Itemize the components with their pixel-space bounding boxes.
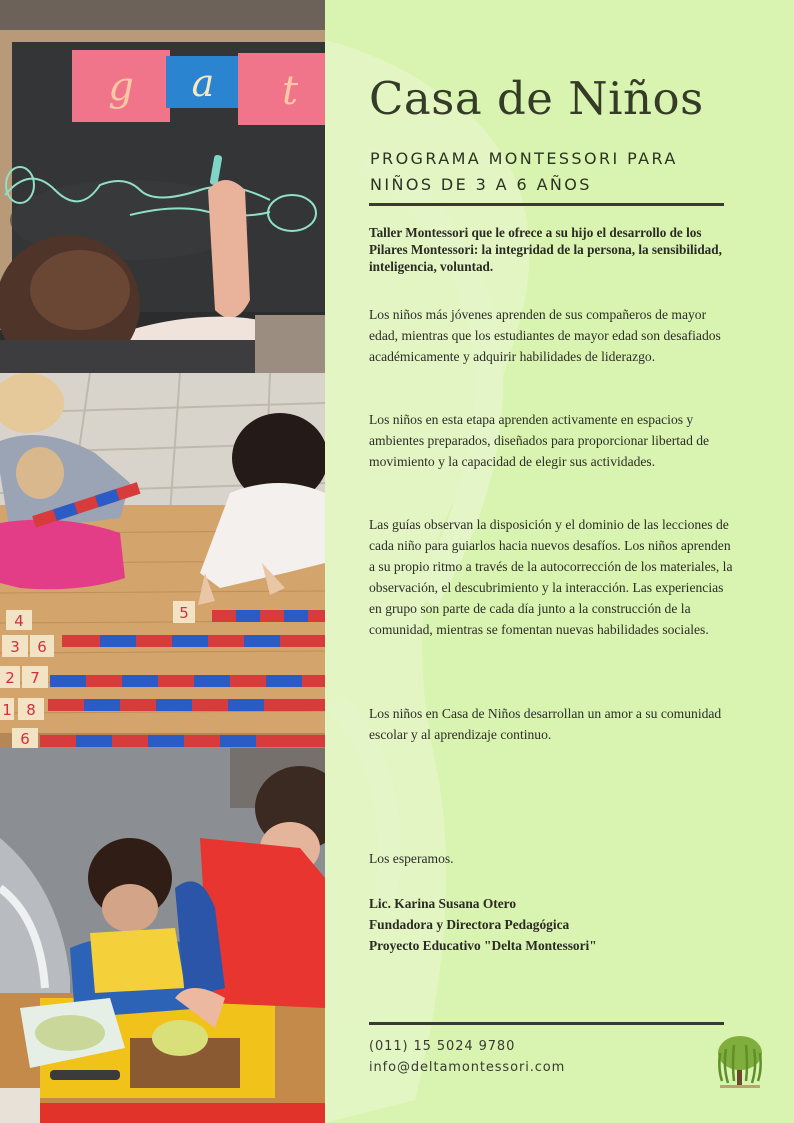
photo-chalkboard bbox=[0, 0, 325, 373]
photo-number-rods bbox=[0, 373, 325, 748]
paragraph-1: Los niños más jóvenes aprenden de sus compañeros de mayor edad, mientras que los estudiantes de mayor edad son desafiados académicamente y adquirir habilidades de liderazgo. bbox=[369, 307, 721, 364]
paragraph-4: Los niños en Casa de Niños desarrollan un amor a su comunidad escolar y al aprendizaje continuo. bbox=[369, 706, 722, 742]
bottom-divider bbox=[369, 1022, 724, 1025]
page-title: Casa de Niños bbox=[369, 72, 704, 125]
letter-card-t-text: t bbox=[281, 68, 299, 114]
intro-paragraph: Taller Montessori que le ofrece a su hijo el desarrollo de los Pilares Montessori: la integridad de la persona, la sensibilidad, inteligencia, voluntad. bbox=[369, 225, 722, 274]
number-card-6b: 6 bbox=[20, 730, 30, 748]
letter-card-a bbox=[166, 56, 240, 108]
photo-column bbox=[0, 0, 325, 1123]
letter-card-g bbox=[72, 50, 170, 122]
greeting: Los esperamos. bbox=[369, 851, 454, 866]
number-card-8: 8 bbox=[26, 701, 36, 719]
content-panel bbox=[325, 0, 794, 1123]
subtitle bbox=[370, 146, 770, 198]
number-card-1: 1 bbox=[2, 701, 12, 719]
subtitle-line-2: NIÑOS DE 3 A 6 AÑOS bbox=[370, 175, 592, 194]
letter-card-a-text: a bbox=[191, 61, 215, 105]
paragraph-2: Los niños en esta etapa aprenden activamente en espacios y ambientes preparados, diseñados para proporcionar libertad de movimiento y la capacidad de elegir sus actividades. bbox=[369, 412, 710, 469]
contact-email[interactable]: info@deltamontessori.com bbox=[369, 1060, 566, 1075]
number-card-2: 2 bbox=[5, 669, 15, 687]
contact-phone[interactable]: (011) 15 5024 9780 bbox=[369, 1039, 516, 1054]
number-card-4: 4 bbox=[14, 612, 24, 630]
number-card-3: 3 bbox=[10, 638, 20, 656]
photo-food-preparation bbox=[0, 748, 325, 1123]
top-divider bbox=[369, 203, 724, 206]
contact-info bbox=[369, 1036, 565, 1078]
subtitle-line-1: PROGRAMA MONTESSORI PARA bbox=[370, 149, 678, 168]
signature-block bbox=[369, 893, 597, 956]
willow-tree-logo-icon bbox=[710, 1031, 770, 1091]
number-card-7: 7 bbox=[30, 669, 40, 687]
letter-card-g-text: g bbox=[108, 64, 134, 110]
number-card-6a: 6 bbox=[37, 638, 47, 656]
signature-project: Proyecto Educativo "Delta Montessori" bbox=[369, 938, 597, 953]
signature-role: Fundadora y Directora Pedagógica bbox=[369, 917, 570, 932]
signature-name: Lic. Karina Susana Otero bbox=[369, 896, 517, 911]
paragraph-3: Las guías observan la disposición y el dominio de las lecciones de cada niño para guiarlos hacia nuevos desafíos. Los niños aprenden a su propio ritmo a través de la autocorrección de los materiales, la observación, el descubrimiento y la interacción. Las experiencias en grupo son parte de cada día junto a la construcción de la comunidad, mientras se fomentan nuevas habilidades sociales. bbox=[369, 517, 733, 637]
letter-card-t bbox=[238, 53, 325, 125]
number-card-5: 5 bbox=[179, 604, 189, 622]
